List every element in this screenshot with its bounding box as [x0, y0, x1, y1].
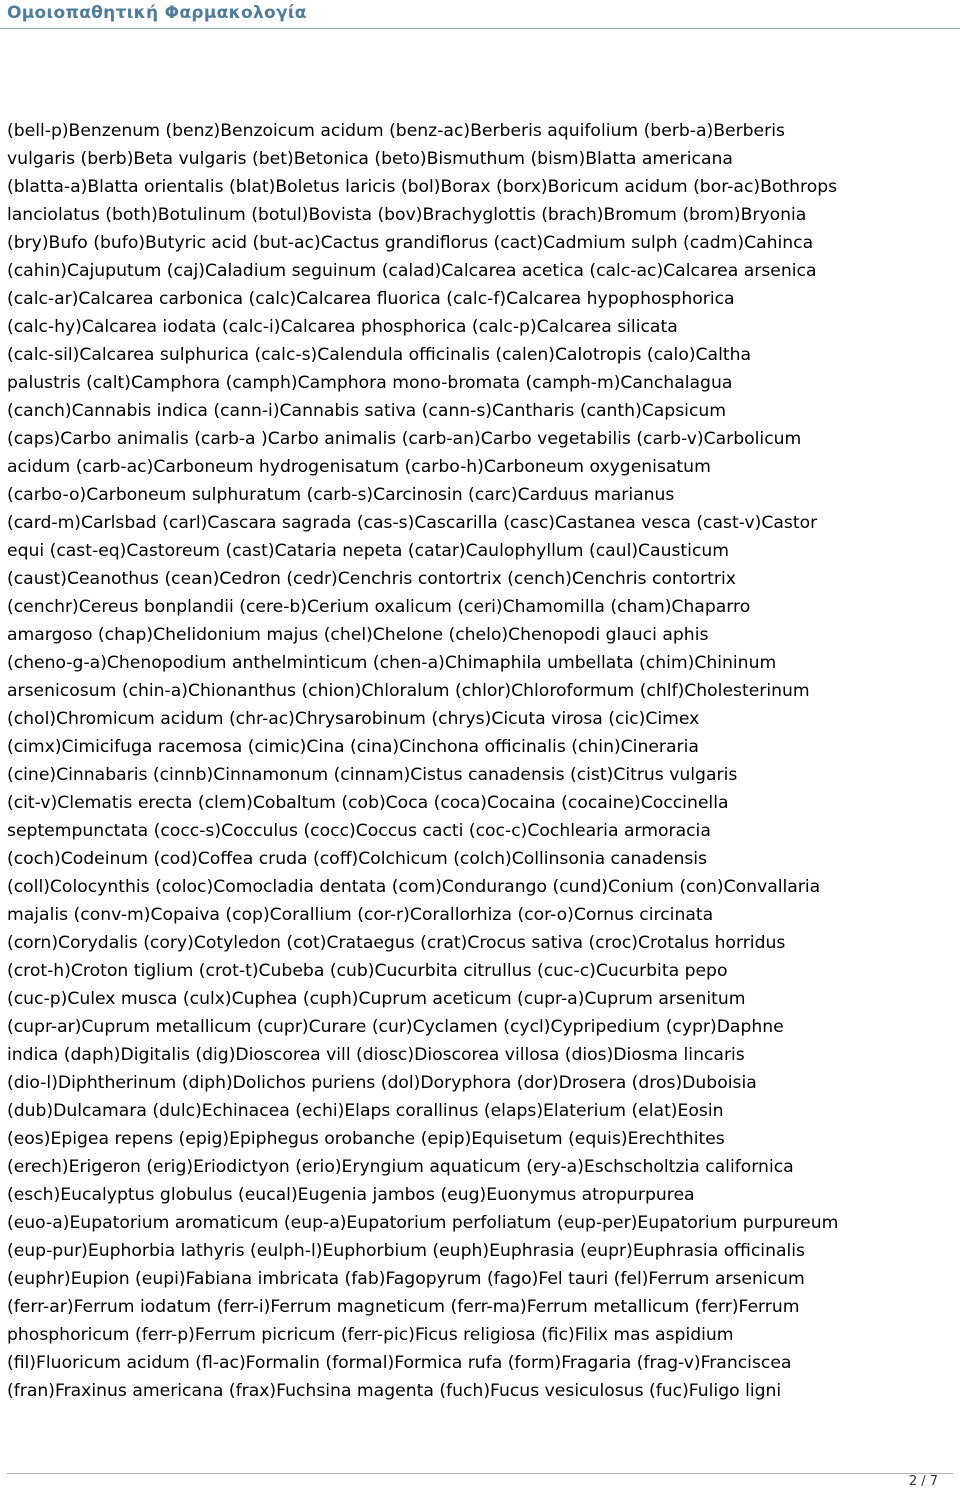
text-line: (cahin)Cajuputum (caj)Caladium seguinum (calad)Calcarea acetica (calc-ac)Calcarea arsenica [7, 261, 817, 281]
text-line: (eup-pur)Euphorbia lathyris (eulph-l)Euphorbium (euph)Euphrasia (eupr)Euphrasia officinalis [7, 1241, 805, 1261]
header-divider [0, 28, 960, 29]
text-line: (cenchr)Cereus bonplandii (cere-b)Cerium oxalicum (ceri)Chamomilla (cham)Chaparro [7, 597, 751, 617]
footer-divider [7, 1473, 953, 1474]
text-line: lanciolatus (both)Botulinum (botul)Bovista (bov)Brachyglottis (brach)Bromum (brom)Bryonia [7, 205, 807, 225]
text-line: (cine)Cinnabaris (cinnb)Cinnamonum (cinnam)Cistus canadensis (cist)Citrus vulgaris [7, 765, 738, 785]
document-title: Ομοιοπαθητική Φαρμακολογία [7, 3, 307, 23]
text-line: (coll)Colocynthis (coloc)Comocladia dentata (com)Condurango (cund)Conium (con)Convallaria [7, 877, 821, 897]
text-line: (cupr-ar)Cuprum metallicum (cupr)Curare (cur)Cyclamen (cycl)Cypripedium (cypr)Daphne [7, 1017, 784, 1037]
text-line: (chol)Chromicum acidum (chr-ac)Chrysarobinum (chrys)Cicuta virosa (cic)Cimex [7, 709, 700, 729]
text-line: (dub)Dulcamara (dulc)Echinacea (echi)Elaps corallinus (elaps)Elaterium (elat)Eosin [7, 1101, 724, 1121]
text-line: (calc-ar)Calcarea carbonica (calc)Calcarea fluorica (calc-f)Calcarea hypophosphorica [7, 289, 735, 309]
text-line: (ferr-ar)Ferrum iodatum (ferr-i)Ferrum magneticum (ferr-ma)Ferrum metallicum (ferr)Ferrum [7, 1297, 800, 1317]
text-line: majalis (conv-m)Copaiva (cop)Corallium (cor-r)Corallorhiza (cor-o)Cornus circinata [7, 905, 714, 925]
body-text [7, 117, 951, 1405]
text-line: palustris (calt)Camphora (camph)Camphora mono-bromata (camph-m)Canchalagua [7, 373, 733, 393]
text-line: indica (daph)Digitalis (dig)Dioscorea vill (diosc)Dioscorea villosa (dios)Diosma lincaris [7, 1045, 745, 1065]
text-line: (cheno-g-a)Chenopodium anthelminticum (chen-a)Chimaphila umbellata (chim)Chininum [7, 653, 777, 673]
text-line: (crot-h)Croton tiglium (crot-t)Cubeba (cub)Cucurbita citrullus (cuc-c)Cucurbita pepo [7, 961, 728, 981]
text-line: (cuc-p)Culex musca (culx)Cuphea (cuph)Cuprum aceticum (cupr-a)Cuprum arsenitum [7, 989, 746, 1009]
text-line: (calc-sil)Calcarea sulphurica (calc-s)Calendula officinalis (calen)Calotropis (calo)Caltha [7, 345, 752, 365]
text-line: (corn)Corydalis (cory)Cotyledon (cot)Crataegus (crat)Crocus sativa (croc)Crotalus horridus [7, 933, 786, 953]
text-line: (caps)Carbo animalis (carb-a )Carbo animalis (carb-an)Carbo vegetabilis (carb-v)Carbolicum [7, 429, 802, 449]
text-line: (card-m)Carlsbad (carl)Cascara sagrada (cas-s)Cascarilla (casc)Castanea vesca (cast-v)Castor [7, 513, 818, 533]
text-line: septempunctata (cocc-s)Cocculus (cocc)Coccus cacti (coc-c)Cochlearia armoracia [7, 821, 711, 841]
text-line: (bry)Bufo (bufo)Butyric acid (but-ac)Cactus grandiflorus (cact)Cadmium sulph (cadm)Cahinca [7, 233, 814, 253]
text-line: equi (cast-eq)Castoreum (cast)Cataria nepeta (catar)Caulophyllum (caul)Causticum [7, 541, 730, 561]
text-line: (fran)Fraxinus americana (frax)Fuchsina magenta (fuch)Fucus vesiculosus (fuc)Fuligo ligni [7, 1381, 782, 1401]
text-line: (erech)Erigeron (erig)Eriodictyon (erio)Eryngium aquaticum (ery-a)Eschscholtzia californica [7, 1157, 794, 1177]
text-line: phosphoricum (ferr-p)Ferrum picricum (ferr-pic)Ficus religiosa (fic)Filix mas aspidium [7, 1325, 734, 1345]
page-number: 2 / 7 [908, 1474, 938, 1489]
text-line: (carbo-o)Carboneum sulphuratum (carb-s)Carcinosin (carc)Carduus marianus [7, 485, 675, 505]
text-line: (cimx)Cimicifuga racemosa (cimic)Cina (cina)Cinchona officinalis (chin)Cineraria [7, 737, 699, 757]
text-line: (coch)Codeinum (cod)Coffea cruda (coff)Colchicum (colch)Collinsonia canadensis [7, 849, 708, 869]
text-line: (eos)Epigea repens (epig)Epiphegus orobanche (epip)Equisetum (equis)Erechthites [7, 1129, 725, 1149]
text-line: (canch)Cannabis indica (cann-i)Cannabis sativa (cann-s)Cantharis (canth)Capsicum [7, 401, 727, 421]
text-line: (esch)Eucalyptus globulus (eucal)Eugenia jambos (eug)Euonymus atropurpurea [7, 1185, 695, 1205]
text-line: vulgaris (berb)Beta vulgaris (bet)Betonica (beto)Bismuthum (bism)Blatta americana [7, 149, 733, 169]
text-line: (calc-hy)Calcarea iodata (calc-i)Calcarea phosphorica (calc-p)Calcarea silicata [7, 317, 678, 337]
text-line: amargoso (chap)Chelidonium majus (chel)Chelone (chelo)Chenopodi glauci aphis [7, 625, 709, 645]
text-line: acidum (carb-ac)Carboneum hydrogenisatum (carbo-h)Carboneum oxygenisatum [7, 457, 711, 477]
page-header [0, 0, 960, 30]
text-line: (fil)Fluoricum acidum (fl-ac)Formalin (formal)Formica rufa (form)Fragaria (frag-v)Franciscea [7, 1353, 792, 1373]
text-line: (blatta-a)Blatta orientalis (blat)Boletus laricis (bol)Borax (borx)Boricum acidum (bor-ac)Bothrops [7, 177, 838, 197]
text-line: (euphr)Eupion (eupi)Fabiana imbricata (fab)Fagopyrum (fago)Fel tauri (fel)Ferrum arsenicum [7, 1269, 805, 1289]
text-line: (euo-a)Eupatorium aromaticum (eup-a)Eupatorium perfoliatum (eup-per)Eupatorium purpureum [7, 1213, 839, 1233]
text-line: (cit-v)Clematis erecta (clem)Cobaltum (cob)Coca (coca)Cocaina (cocaine)Coccinella [7, 793, 729, 813]
text-line: (dio-l)Diphtherinum (diph)Dolichos puriens (dol)Doryphora (dor)Drosera (dros)Duboisia [7, 1073, 757, 1093]
text-line: arsenicosum (chin-a)Chionanthus (chion)Chloralum (chlor)Chloroformum (chlf)Cholesterinum [7, 681, 810, 701]
text-line: (bell-p)Benzenum (benz)Benzoicum acidum (benz-ac)Berberis aquifolium (berb-a)Berberis [7, 121, 785, 141]
text-line: (caust)Ceanothus (cean)Cedron (cedr)Cenchris contortrix (cench)Cenchris contortrix [7, 569, 736, 589]
